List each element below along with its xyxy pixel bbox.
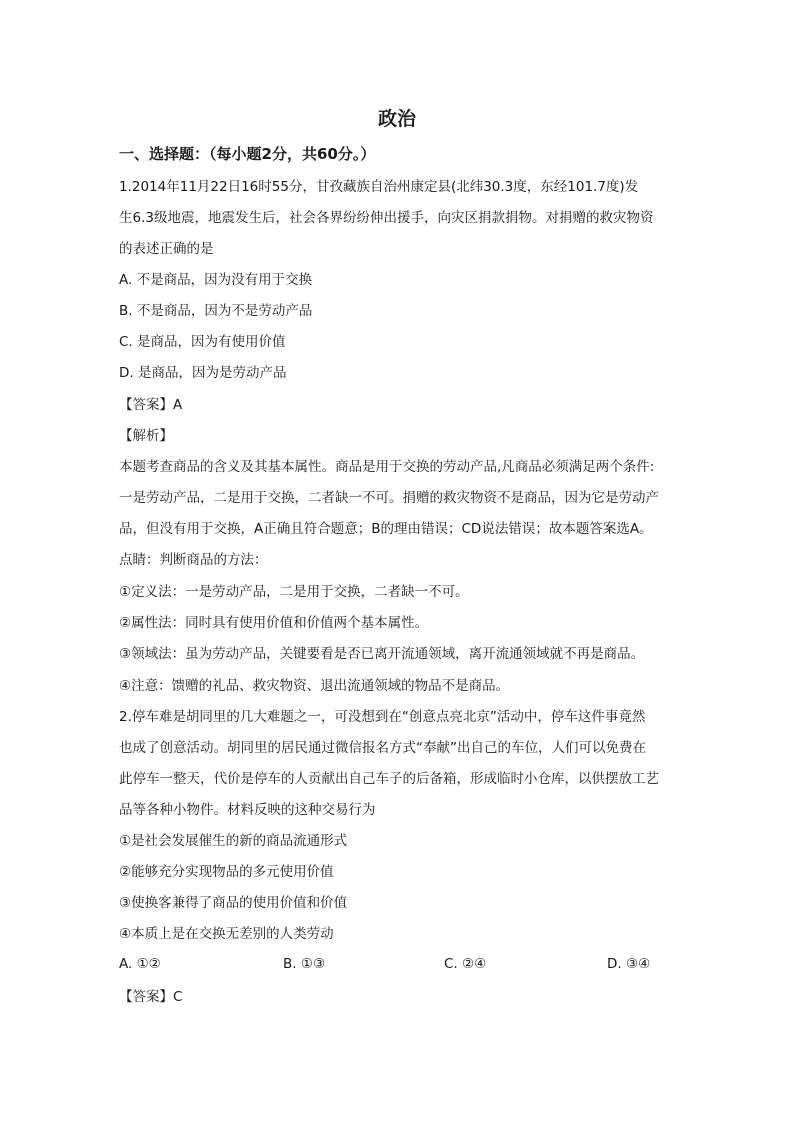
q2-option-b: B. ①③ <box>283 956 326 972</box>
q1-option-b: B. 不是商品，因为不是劳动产品 <box>119 303 313 319</box>
q1-option-c: C. 是商品，因为有使用价值 <box>119 334 286 350</box>
q2-item: ④本质上是在交换无差别的人类劳动 <box>119 926 334 942</box>
q2-stem-line: 品等各种小物件。材料反映的这种交易行为 <box>119 802 376 818</box>
q2-item: ②能够充分实现物品的多元使用价值 <box>119 864 334 880</box>
page-title: 政治 <box>377 108 416 130</box>
q2-options-row <box>119 956 679 974</box>
section-heading: 一、选择题：（每小题2分，共60分。） <box>119 145 376 163</box>
q1-option-d: D. 是商品，因为是劳动产品 <box>119 365 287 381</box>
q1-analysis-line: ③领域法：虽为劳动产品，关键要看是否已离开流通领域，离开流通领域就不再是商品。 <box>119 646 645 662</box>
q2-option-d: D. ③④ <box>607 956 651 972</box>
q2-item: ①是社会发展催生的新的商品流通形式 <box>119 833 348 849</box>
q2-option-c: C. ②④ <box>444 956 487 972</box>
q2-item: ③使换客兼得了商品的使用价值和价值 <box>119 895 348 911</box>
q1-analysis-line: 点睛：判断商品的方法： <box>119 552 268 568</box>
q1-analysis-line: 一是劳动产品，二是用于交换，二者缺一不可。捐赠的救灾物资不是商品，因为它是劳动产 <box>119 490 659 506</box>
q2-answer: 【答案】C <box>119 989 183 1005</box>
q1-answer: 【答案】A <box>119 397 183 413</box>
q1-analysis-label: 【解析】 <box>119 428 173 444</box>
q2-stem-line: 也成了创意活动。胡同里的居民通过微信报名方式“奉献”出自己的车位，人们可以免费在 <box>119 740 646 756</box>
q1-option-a: A. 不是商品，因为没有用于交换 <box>119 272 313 288</box>
q1-stem-line: 生6.3级地震，地震发生后，社会各界纷纷伸出援手，向灾区捐款捐物。对捐赠的救灾物资 <box>119 210 654 226</box>
q2-stem-line: 此停车一整天，代价是停车的人贡献出自己车子的后备箱，形成临时小仓库，以供摆放工艺 <box>119 771 659 787</box>
q1-stem-line: 的表述正确的是 <box>119 241 214 257</box>
q2-option-a: A. ①② <box>119 956 161 972</box>
q1-analysis-line: 品，但没有用于交换，A正确且符合题意；B的理由错误；CD说法错误；故本题答案选A。 <box>119 521 653 537</box>
q1-analysis-line: 本题考查商品的含义及其基本属性。商品是用于交换的劳动产品,凡商品必须满足两个条件: <box>119 459 655 475</box>
q1-analysis-line: ④注意：馈赠的礼品、救灾物资、退出流通领域的物品不是商品。 <box>119 678 510 694</box>
q1-stem-line: 1.2014年11月22日16时55分，甘孜藏族自治州康定县(北纬30.3度，东经101.7度)发 <box>119 179 639 195</box>
q1-analysis-line: ②属性法：同时具有使用价值和价值两个基本属性。 <box>119 615 429 631</box>
q2-stem-line: 2.停车难是胡同里的几大难题之一，可没想到在“创意点亮北京”活动中，停车这件事竟然 <box>119 709 646 725</box>
q1-analysis-line: ①定义法：一是劳动产品，二是用于交换，二者缺一不可。 <box>119 584 469 600</box>
